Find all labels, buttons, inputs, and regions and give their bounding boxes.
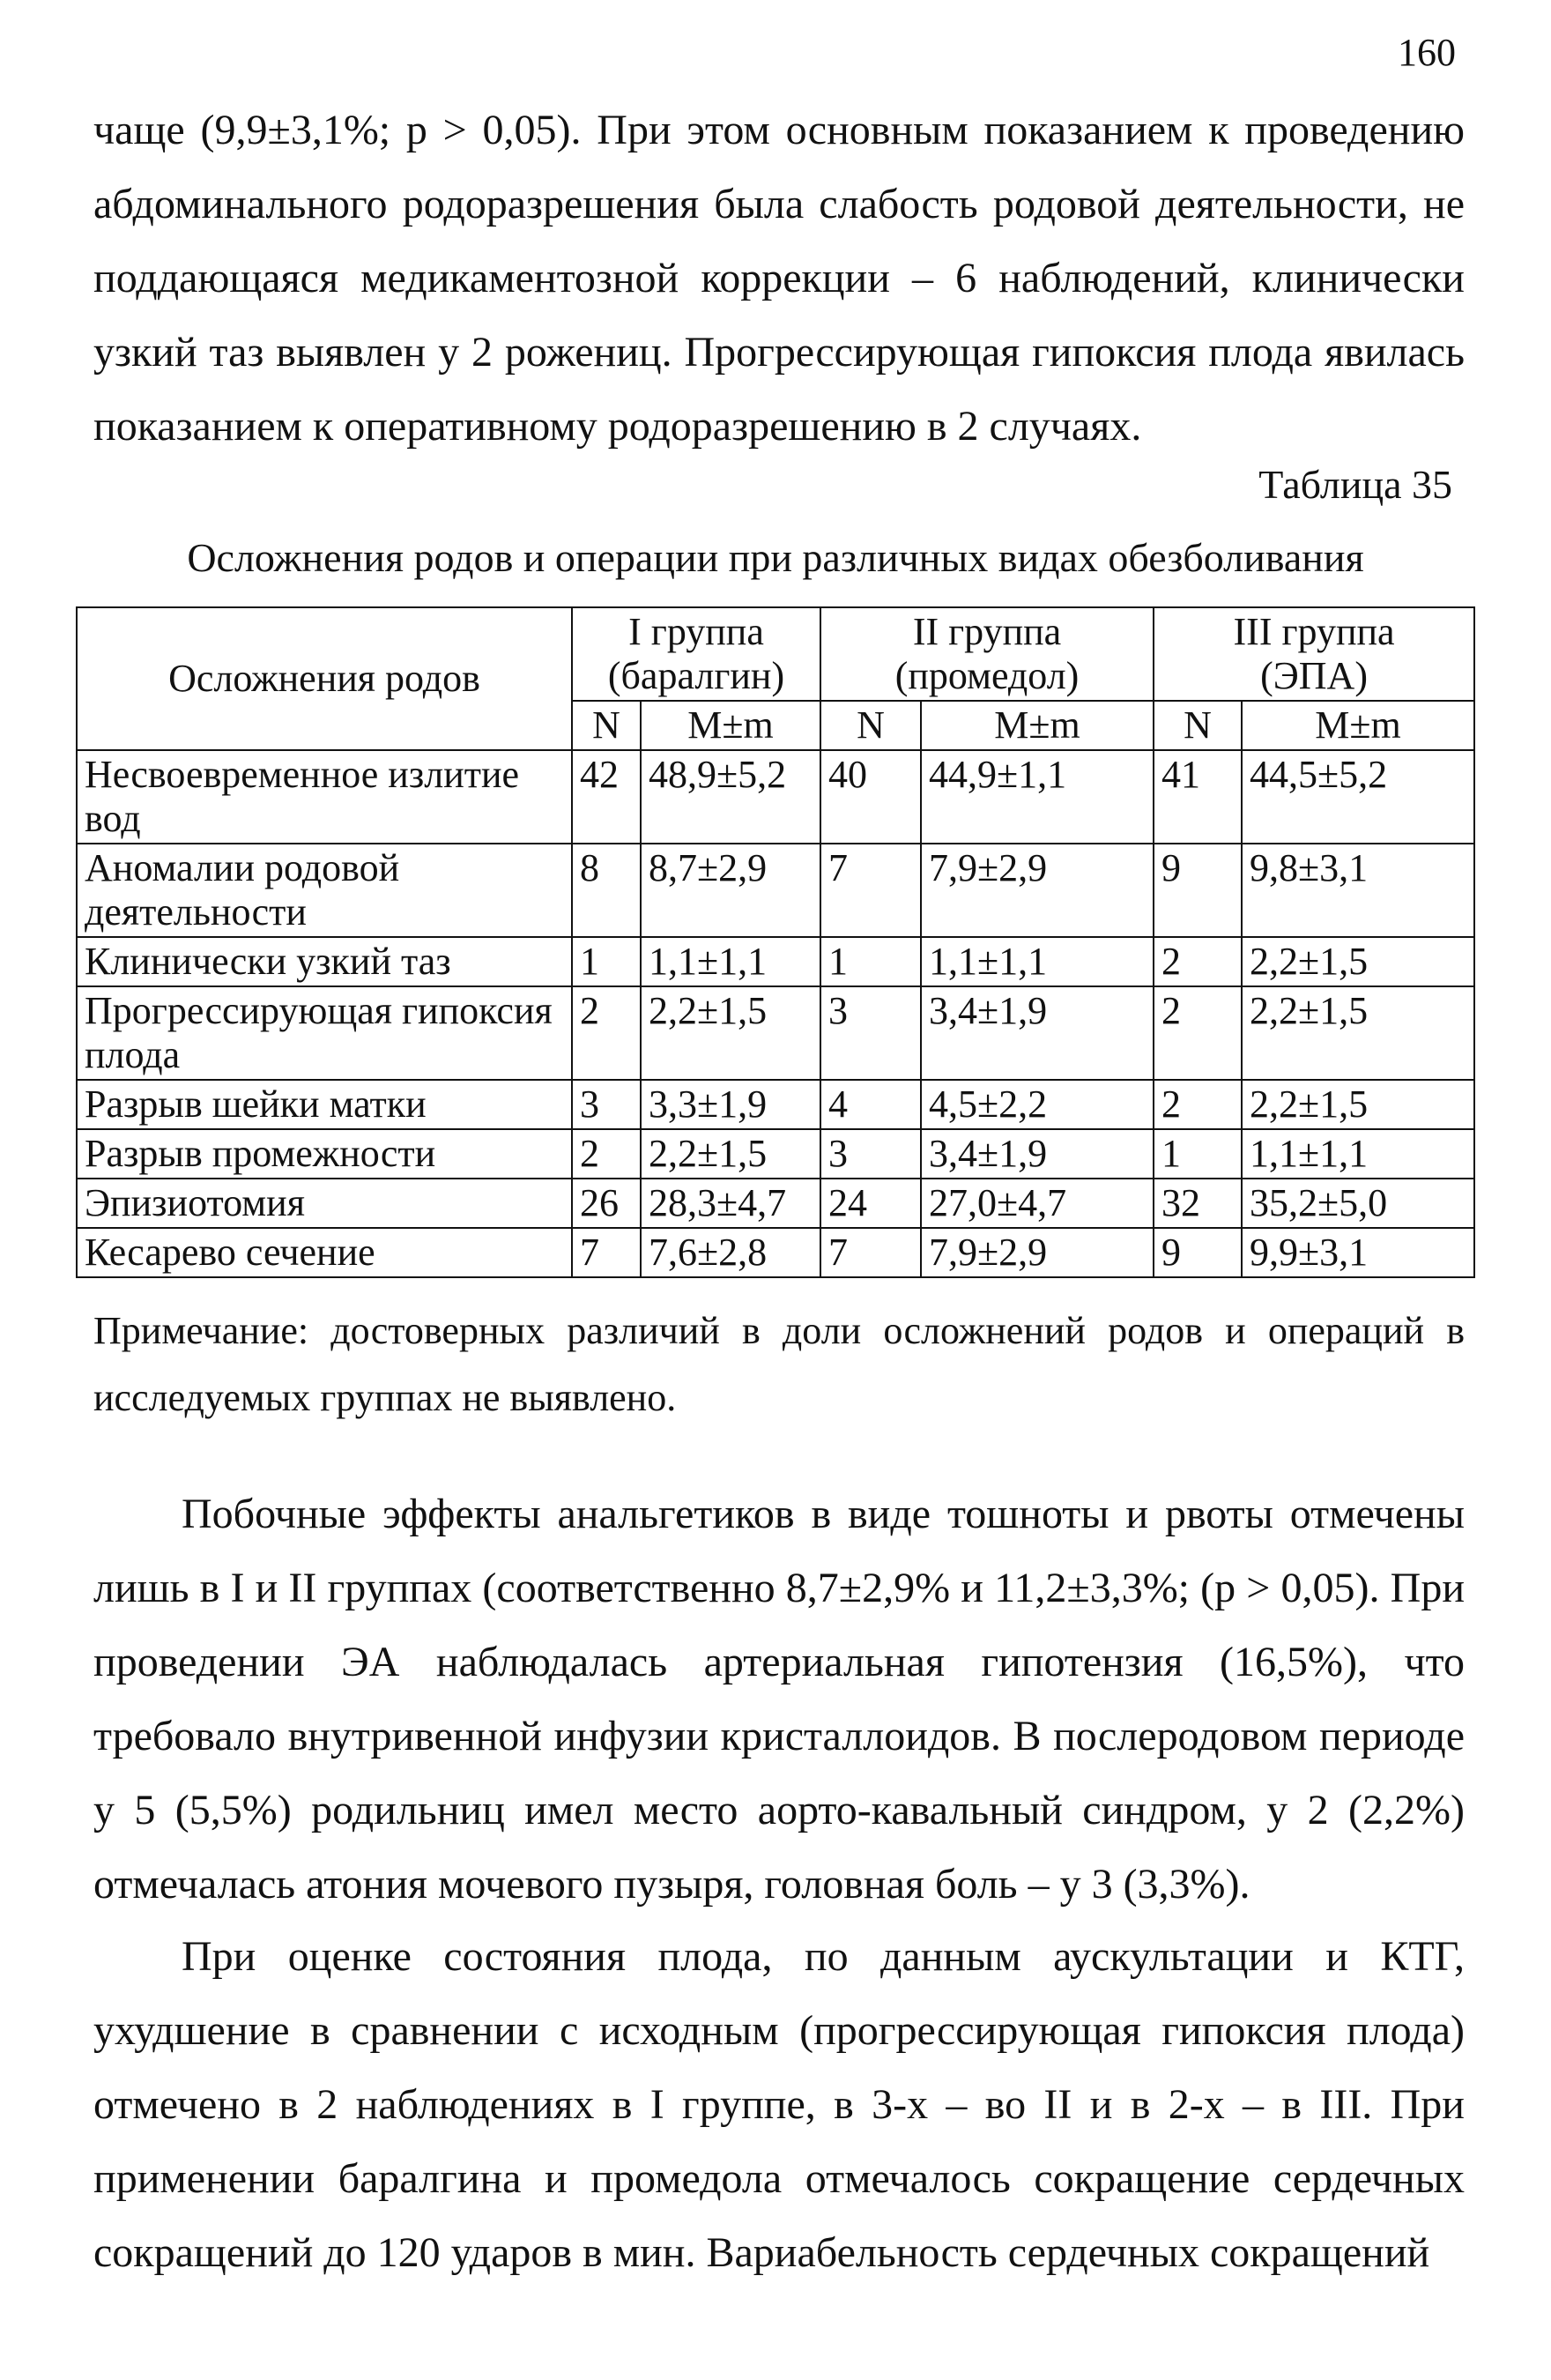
- group-3-name: III группа: [1233, 610, 1395, 653]
- cell-n: 42: [572, 750, 641, 844]
- cell-n: 2: [572, 1129, 641, 1179]
- paragraph-side-effects: Побочные эффекты анальгетиков в виде тошноты и рвоты отмечены лишь в I и II группах (соответственно 8,7±2,9% и 11,2±3,3%; (p > 0,05). При проведении ЭА наблюдалась артериальная гипотензия (16,5%), что требовало внутривенной инфузии кристаллоидов. В послеродовом периоде у 5 (5,5%) родильниц имел место аорто-кавальный синдром, у 2 (2,2%) отмечалась атония мочевого пузыря, головная боль – у 3 (3,3%).: [93, 1491, 1466, 1908]
- row-label: Разрыв шейки матки: [77, 1080, 572, 1129]
- cell-m: 48,9±5,2: [641, 750, 820, 844]
- group-1-name: I группа: [628, 610, 764, 653]
- table-row: [77, 1080, 1474, 1129]
- cell-m: 2,2±1,5: [1242, 986, 1474, 1080]
- cell-n: 32: [1154, 1179, 1242, 1228]
- complications-table: [76, 606, 1475, 1278]
- header-group-1: [572, 607, 820, 701]
- cell-n: 41: [1154, 750, 1242, 844]
- page-number: 160: [1398, 31, 1456, 74]
- subheader-m: M±m: [1242, 701, 1474, 750]
- cell-m: 2,2±1,5: [1242, 1080, 1474, 1129]
- table-row: [77, 844, 1474, 937]
- cell-m: 3,4±1,9: [921, 986, 1154, 1080]
- row-label: Разрыв промежности: [77, 1129, 572, 1179]
- cell-n: 2: [572, 986, 641, 1080]
- cell-m: 4,5±2,2: [921, 1080, 1154, 1129]
- row-label: Эпизиотомия: [77, 1179, 572, 1228]
- table-row: [77, 1129, 1474, 1179]
- cell-m: 7,6±2,8: [641, 1228, 820, 1277]
- cell-m: 28,3±4,7: [641, 1179, 820, 1228]
- table-note: Примечание: достоверных различий в доли осложнений родов и операций в исследуемых группах не выявлено.: [93, 1309, 1465, 1419]
- cell-n: 9: [1154, 1228, 1242, 1277]
- cell-n: 2: [1154, 937, 1242, 986]
- cell-n: 2: [1154, 1080, 1242, 1129]
- cell-m: 27,0±4,7: [921, 1179, 1154, 1228]
- group-3-drug: (ЭПА): [1260, 654, 1368, 697]
- cell-m: 7,9±2,9: [921, 1228, 1154, 1277]
- cell-n: 1: [820, 937, 921, 986]
- table-row: [77, 937, 1474, 986]
- cell-m: 7,9±2,9: [921, 844, 1154, 937]
- row-label: Прогрессирующая гипоксия плода: [77, 986, 572, 1080]
- cell-m: 44,9±1,1: [921, 750, 1154, 844]
- cell-m: 44,5±5,2: [1242, 750, 1474, 844]
- table-header-row: [77, 607, 1474, 701]
- header-complications: Осложнения родов: [77, 607, 572, 750]
- cell-n: 1: [1154, 1129, 1242, 1179]
- cell-n: 3: [820, 986, 921, 1080]
- cell-m: 3,4±1,9: [921, 1129, 1154, 1179]
- row-label: Аномалии родовой деятельности: [77, 844, 572, 937]
- cell-n: 1: [572, 937, 641, 986]
- group-2-drug: (промедол): [894, 654, 1080, 697]
- header-group-2: [820, 607, 1154, 701]
- cell-n: 4: [820, 1080, 921, 1129]
- cell-n: 7: [820, 1228, 921, 1277]
- cell-m: 2,2±1,5: [1242, 937, 1474, 986]
- cell-n: 2: [1154, 986, 1242, 1080]
- cell-n: 3: [572, 1080, 641, 1129]
- table-row: [77, 986, 1474, 1080]
- cell-m: 3,3±1,9: [641, 1080, 820, 1129]
- cell-n: 7: [820, 844, 921, 937]
- row-label: Кесарево сечение: [77, 1228, 572, 1277]
- subheader-n: N: [572, 701, 641, 750]
- cell-n: 9: [1154, 844, 1242, 937]
- cell-m: 1,1±1,1: [1242, 1129, 1474, 1179]
- subheader-n: N: [820, 701, 921, 750]
- row-label: Клинически узкий таз: [77, 937, 572, 986]
- table-title: Осложнения родов и операции при различных видах обезболивания: [187, 535, 1364, 580]
- table-row: [77, 1179, 1474, 1228]
- cell-n: 40: [820, 750, 921, 844]
- cell-n: 7: [572, 1228, 641, 1277]
- table-label: Таблица 35: [1258, 462, 1452, 507]
- paragraph-intro: чаще (9,9±3,1%; p > 0,05). При этом основным показанием к проведению абдоминального родоразрешения была слабость родовой деятельности, не поддающаяся медикаментозной коррекции – 6 наблюдений, клинически узкий таз выявлен у 2 рожениц. Прогрессирующая гипоксия плода явилась показанием к оперативному родоразрешению в 2 случаях.: [93, 107, 1465, 450]
- subheader-m: M±m: [641, 701, 820, 750]
- cell-m: 9,8±3,1: [1242, 844, 1474, 937]
- table-row: [77, 1228, 1474, 1277]
- cell-m: 8,7±2,9: [641, 844, 820, 937]
- group-2-name: II группа: [912, 610, 1062, 653]
- paragraph-fetal-assessment: При оценке состояния плода, по данным аускультации и КТГ, ухудшение в сравнении с исходным (прогрессирующая гипоксия плода) отмечено в 2 наблюдениях в I группе, в 3-х – во II и в 2-х – в III. При применении баралгина и промедола отмечалось сокращение сердечных сокращений до 120 ударов в мин. Вариабельность сердечных сокращений: [93, 1933, 1465, 2276]
- cell-n: 26: [572, 1179, 641, 1228]
- table-body: [77, 750, 1474, 1277]
- cell-m: 35,2±5,0: [1242, 1179, 1474, 1228]
- cell-m: 2,2±1,5: [641, 986, 820, 1080]
- subheader-n: N: [1154, 701, 1242, 750]
- cell-m: 9,9±3,1: [1242, 1228, 1474, 1277]
- row-label: Несвоевременное излитие вод: [77, 750, 572, 844]
- subheader-m: M±m: [921, 701, 1154, 750]
- cell-m: 2,2±1,5: [641, 1129, 820, 1179]
- cell-n: 24: [820, 1179, 921, 1228]
- header-group-3: [1154, 607, 1474, 701]
- cell-m: 1,1±1,1: [641, 937, 820, 986]
- cell-n: 3: [820, 1129, 921, 1179]
- cell-n: 8: [572, 844, 641, 937]
- cell-m: 1,1±1,1: [921, 937, 1154, 986]
- table-row: [77, 750, 1474, 844]
- group-1-drug: (баралгин): [607, 654, 785, 697]
